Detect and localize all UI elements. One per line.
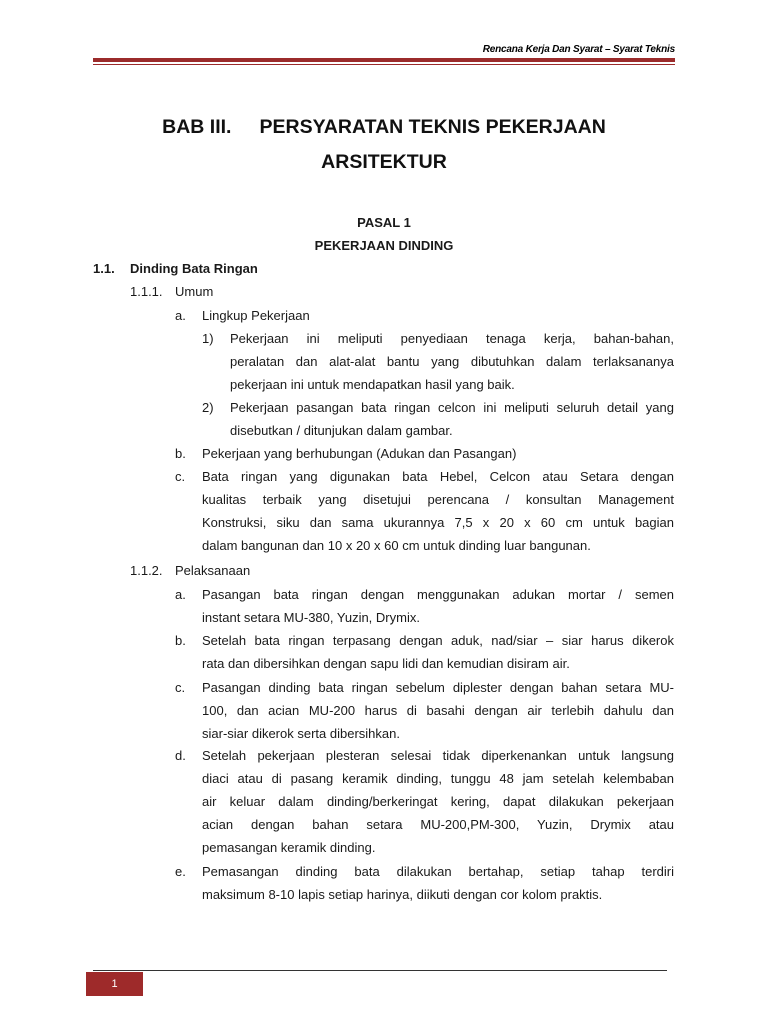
list-item-line: maksimum 8-10 lapis setiap harinya, diikuti dengan cor kolom praktis. <box>202 887 603 902</box>
list-label: a. <box>175 587 186 602</box>
section-title: Dinding Bata Ringan <box>130 261 258 276</box>
list-item-line: Setelah bata ringan terpasang dengan aduk, nad/siar – siar harus dikerok <box>202 633 674 648</box>
running-header: Rencana Kerja Dan Syarat – Syarat Teknis <box>482 44 675 55</box>
list-item-line: Bata ringan yang digunakan bata Hebel, Celcon atau Setara dengan <box>202 469 674 484</box>
list-item-line: acian dengan bahan setara MU-200,PM-300, Yuzin, Drymix atau <box>202 817 674 832</box>
list-item-line: Pekerjaan pasangan bata ringan celcon ini meliputi seluruh detail yang <box>230 400 674 415</box>
chapter-number: BAB III. <box>162 116 232 138</box>
list-item-line: kualitas terbaik yang disetujui perencana / konsultan Management <box>202 492 674 507</box>
list-label: b. <box>175 446 186 461</box>
pasal-heading <box>93 211 675 257</box>
list-item <box>202 465 674 557</box>
list-item-line: siar-siar dikerok serta dibersihkan. <box>202 726 400 741</box>
subsection-number: 1.1.2. <box>130 563 163 578</box>
list-label: d. <box>175 748 186 763</box>
list-label: c. <box>175 680 186 695</box>
list-item <box>202 629 674 675</box>
list-item-line: Setelah pekerjaan plesteran selesai tidak diperkenankan untuk langsung <box>202 748 674 763</box>
subsection-title: Pelaksanaan <box>175 563 251 578</box>
section-number: 1.1. <box>93 261 115 276</box>
list-item-line: Pasangan bata ringan dengan menggunakan adukan mortar / semen <box>202 587 674 602</box>
list-item-line: rata dan dibersihkan dengan sapu lidi dan kemudian disiram air. <box>202 656 570 671</box>
list-label: b. <box>175 633 186 648</box>
chapter-title <box>93 110 675 180</box>
pasal-number: PASAL 1 <box>357 215 411 230</box>
list-label: 2) <box>202 400 214 415</box>
list-item-line: Pasangan dinding bata ringan sebelum diplester dengan bahan setara MU- <box>202 680 674 695</box>
list-item <box>202 676 674 745</box>
list-item-line: 100, dan acian MU-200 harus di basahi dengan air terlebih dahulu dan <box>202 703 674 718</box>
list-label: a. <box>175 308 186 323</box>
header-rule-thick <box>93 58 675 62</box>
pasal-title: PEKERJAAN DINDING <box>314 238 454 253</box>
footer-rule <box>93 970 667 971</box>
list-item-line: pekerjaan ini untuk mendapatkan hasil yang baik. <box>230 377 515 392</box>
list-label: 1) <box>202 331 214 346</box>
chapter-title-line2: ARSITEKTUR <box>321 151 447 173</box>
list-item <box>230 327 674 396</box>
header-rule-thin <box>93 64 675 65</box>
list-item-line: diaci atau di pasang keramik dinding, tunggu 48 jam setelah kelembaban <box>202 771 674 786</box>
subsection-title: Umum <box>175 284 214 299</box>
list-item <box>202 860 674 906</box>
list-item-text: Pekerjaan yang berhubungan (Adukan dan Pasangan) <box>202 446 517 461</box>
list-item-line: pemasangan keramik dinding. <box>202 840 376 855</box>
list-item-text: Lingkup Pekerjaan <box>202 308 310 323</box>
list-label: e. <box>175 864 186 879</box>
list-item-line: disebutkan / ditunjukan dalam gambar. <box>230 423 453 438</box>
list-item-line: dalam bangunan dan 10 x 20 x 60 cm untuk dinding luar bangunan. <box>202 538 591 553</box>
subsection-number: 1.1.1. <box>130 284 163 299</box>
list-item-line: air keluar dalam dinding/berkeringat kering, dapat dilakukan pekerjaan <box>202 794 674 809</box>
list-item-line: peralatan dan alat-alat bantu yang dibutuhkan dalam terlaksananya <box>230 354 674 369</box>
list-item <box>202 744 674 859</box>
list-item-line: Pekerjaan ini meliputi penyediaan tenaga kerja, bahan-bahan, <box>230 331 674 346</box>
page-number: 1 <box>111 978 118 990</box>
list-item-line: Konstruksi, siku dan sama ukurannya 7,5 x 20 x 60 cm untuk bagian <box>202 515 674 530</box>
list-item-line: Pemasangan dinding bata dilakukan bertahap, setiap tahap terdiri <box>202 864 674 879</box>
list-item <box>230 396 674 442</box>
page-number-badge <box>86 972 143 996</box>
list-item <box>202 583 674 629</box>
list-label: c. <box>175 469 186 484</box>
list-item-line: instant setara MU-380, Yuzin, Drymix. <box>202 610 420 625</box>
chapter-title-line1: PERSYARATAN TEKNIS PEKERJAAN <box>259 116 606 138</box>
